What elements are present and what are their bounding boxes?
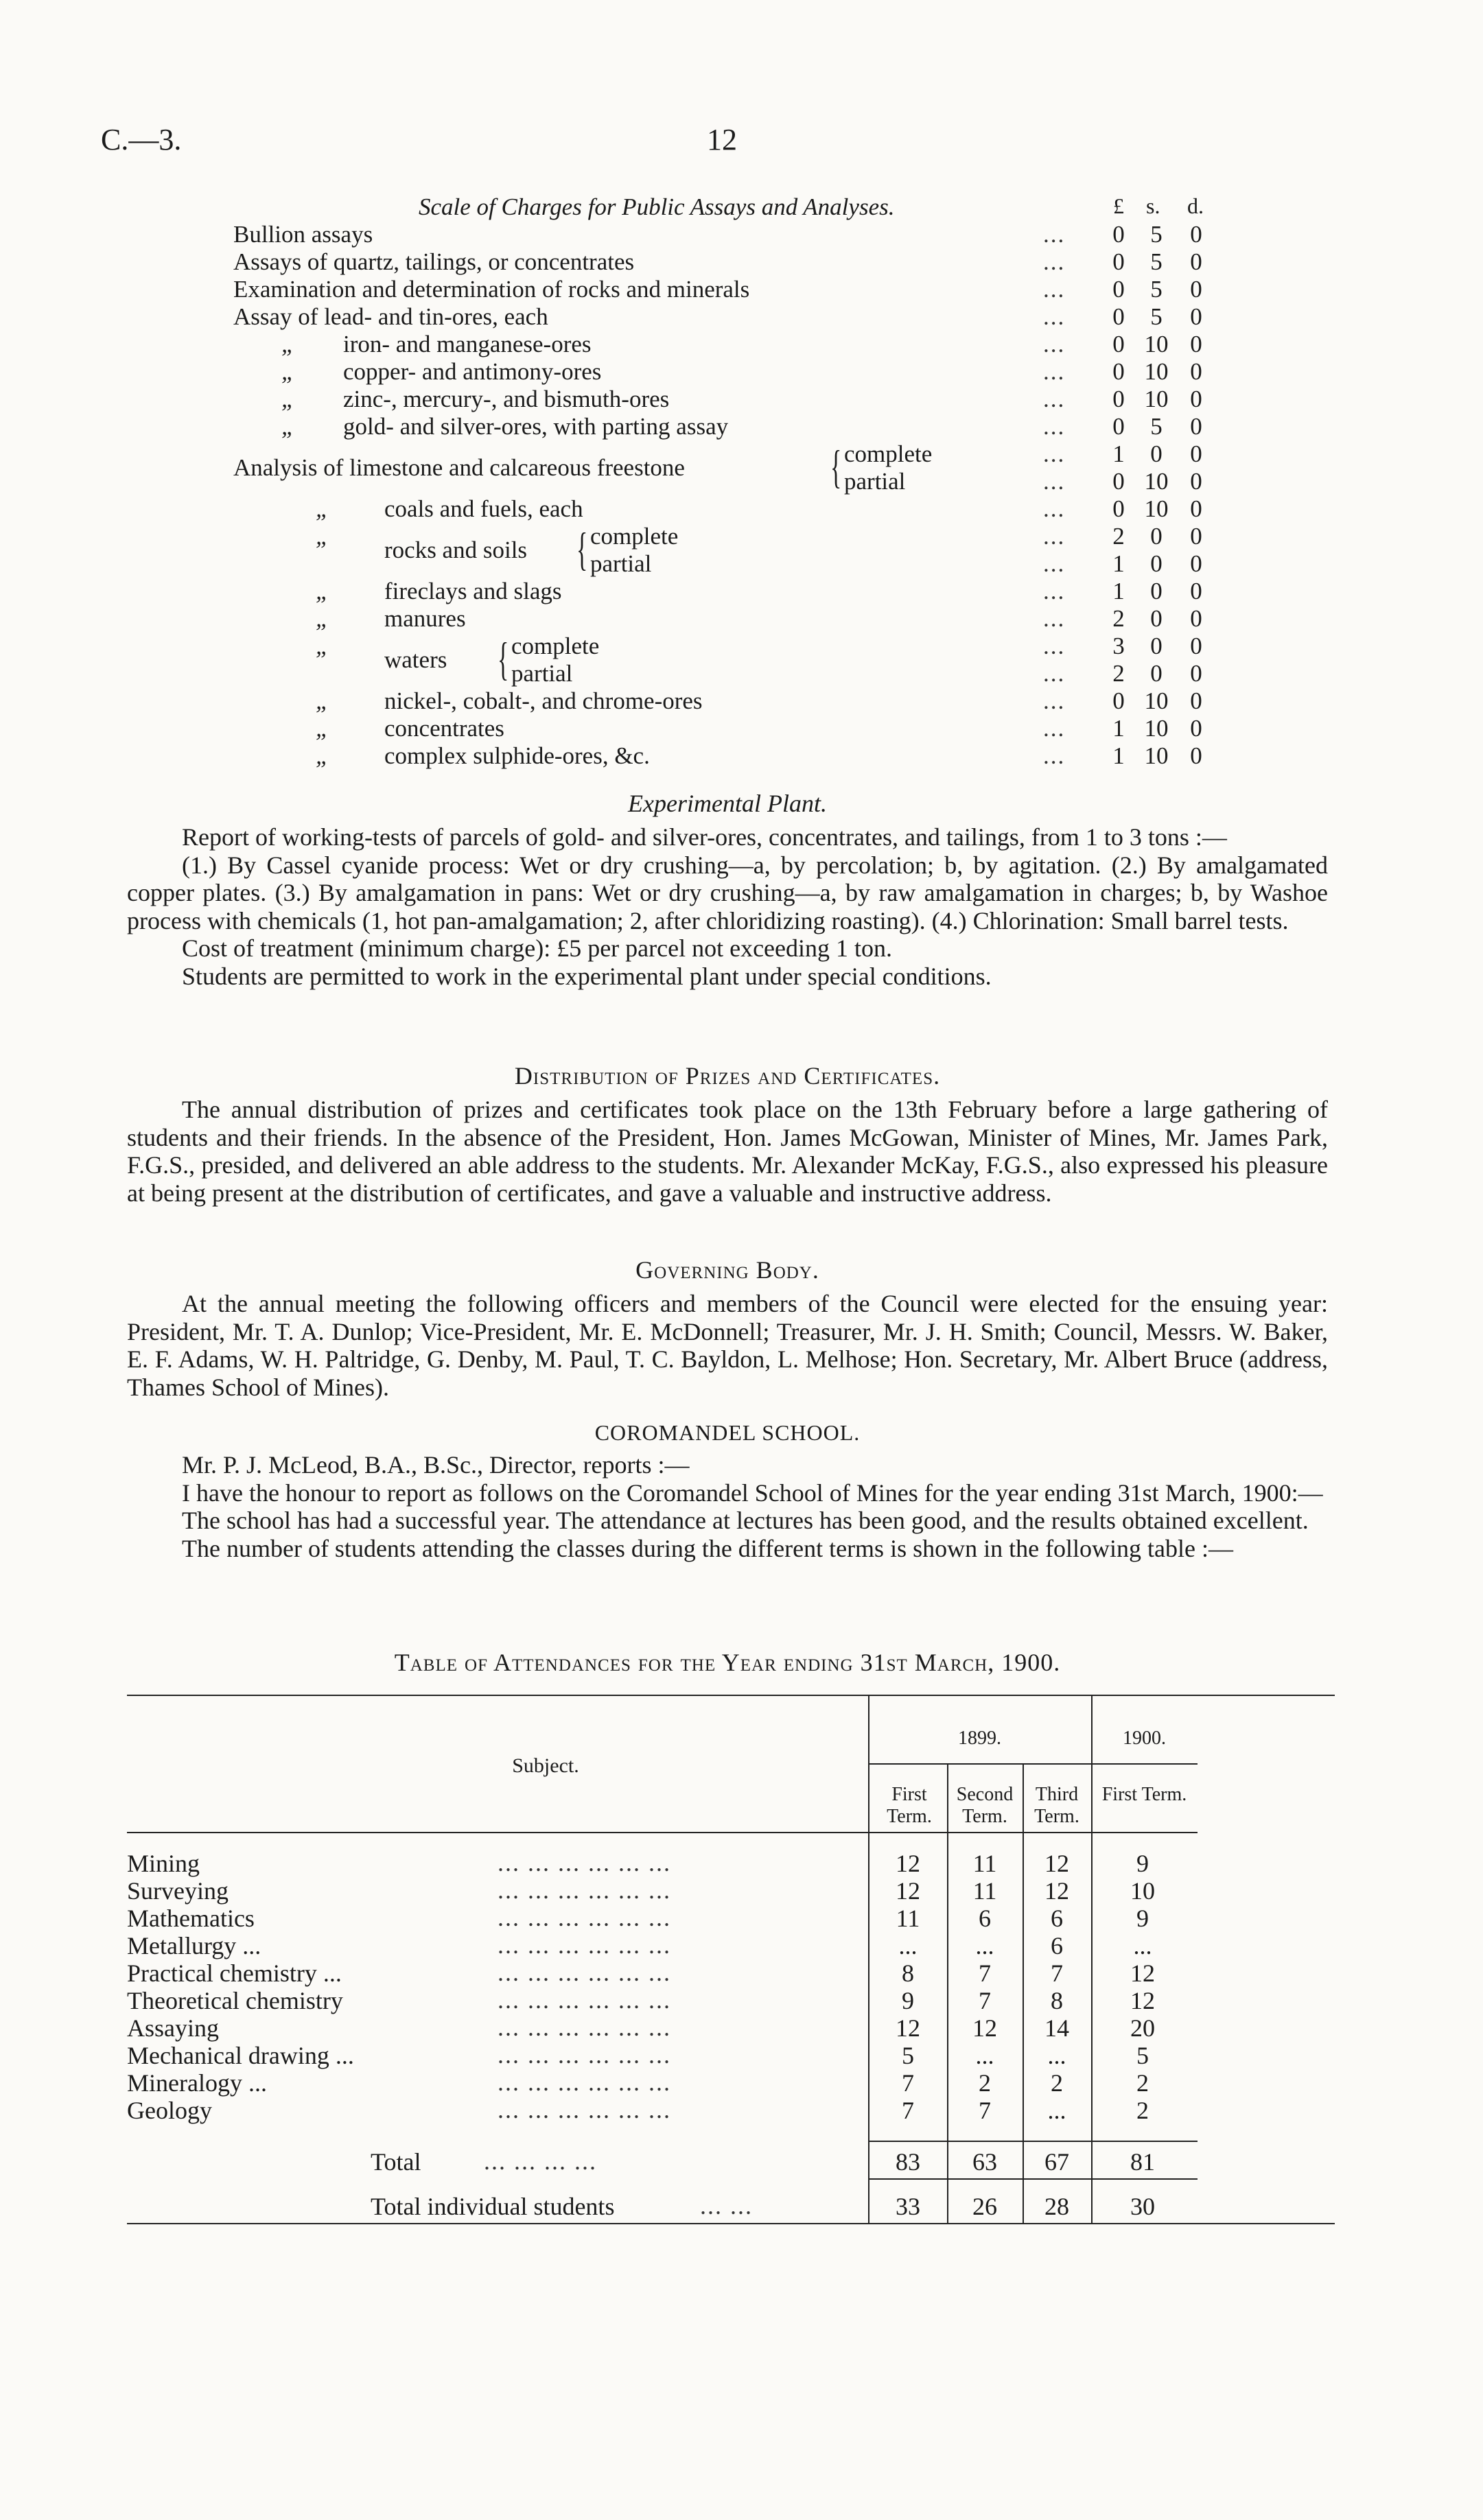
attendance-cell: 11: [972, 1850, 997, 1877]
charge-amount: 0: [1190, 550, 1202, 577]
charge-row: [233, 413, 1228, 440]
total-cell: 81: [1130, 2148, 1155, 2176]
charge-row: [233, 468, 1228, 495]
attendance-cell: 12: [1130, 1959, 1155, 1987]
term-header: First Term.: [887, 1784, 932, 1827]
charge-row: [233, 386, 1228, 413]
subject-name: Surveying: [127, 1877, 229, 1905]
charge-label: coals and fuels, each: [384, 495, 583, 522]
ditto-mark: „: [316, 578, 329, 604]
charge-label: Analysis of limestone and calcareous freestone: [233, 454, 685, 481]
ditto-mark: „: [316, 715, 329, 742]
shillings-header: s.: [1146, 193, 1160, 218]
charge-amount: 0: [1190, 358, 1202, 385]
subject-name: Mineralogy ...: [127, 2069, 267, 2097]
charge-amount: 0: [1112, 276, 1125, 303]
term-header: Third Term.: [1034, 1784, 1079, 1827]
attendance-cell: 12: [1130, 1987, 1155, 2014]
charge-label: Bullion assays: [233, 221, 373, 248]
charge-amount: 2: [1112, 523, 1125, 550]
total-cell: 67: [1044, 2148, 1069, 2176]
attendance-cell: 12: [1044, 1877, 1069, 1905]
leader-dots: ...: [1043, 413, 1066, 440]
attendance-cell: 7: [902, 2097, 914, 2124]
charge-amount: 0: [1190, 468, 1202, 495]
individual-cell: 26: [972, 2193, 997, 2220]
total-cell: 83: [896, 2148, 920, 2176]
charge-amount: 2: [1112, 660, 1125, 687]
experimental-paragraph: (1.) By Cassel cyanide process: Wet or dry crushing—a, by percolation; b, by agitation. (2.) By amalgamated copper plates. (3.) By amalgamation in pans: Wet or dry crushing—a, by raw amalgamation in charges; b, by Washoe process with chemicals (1, hot pan-amalgamation; 2, after chloridizing roasting). (4.) Chlorination: Small barrel tests.: [127, 851, 1328, 934]
charge-sublabel: partial: [511, 660, 573, 687]
charge-row: [233, 550, 1228, 578]
charge-amount: 0: [1112, 468, 1125, 495]
subject-name: Practical chemistry ...: [127, 1959, 342, 1987]
ditto-mark: „: [281, 331, 295, 357]
charge-amount: 0: [1190, 331, 1202, 357]
total-rule: [868, 2141, 1198, 2142]
ditto-mark: „: [281, 358, 295, 385]
charge-sublabel: partial: [844, 468, 906, 495]
attendance-cell: 9: [902, 1987, 914, 2014]
attendance-cell: 7: [979, 2097, 991, 2124]
leader-dots: ...: [1043, 605, 1066, 632]
charge-amount: 0: [1150, 633, 1163, 659]
charge-amount: 0: [1190, 715, 1202, 742]
leader-dots: ... ... ... ... ... ...: [498, 1986, 671, 2014]
leader-dots: ...: [1043, 578, 1066, 604]
subject-name: Mechanical drawing ...: [127, 2042, 354, 2069]
attendance-cell: 11: [896, 1905, 920, 1932]
charge-amount: 0: [1112, 358, 1125, 385]
attendance-cell: 12: [972, 2014, 997, 2042]
header-bottom-rule: [127, 1832, 1198, 1833]
ditto-mark: „: [316, 523, 329, 550]
attendance-cell: 12: [1044, 1850, 1069, 1877]
charge-amount: 0: [1112, 303, 1125, 330]
leader-dots: ...: [1043, 550, 1066, 577]
leader-dots: ... ... ... ... ... ...: [498, 1849, 671, 1876]
charge-label: Assay of lead- and tin-ores, each: [233, 303, 548, 330]
charge-amount: 10: [1144, 468, 1169, 495]
attendance-cell: 12: [896, 1877, 920, 1905]
charge-amount: 10: [1144, 386, 1169, 412]
charge-amount: 0: [1190, 440, 1202, 467]
attendance-cell: 8: [902, 1959, 914, 1987]
coromandel-text: [127, 1451, 1328, 1562]
attendance-cell: 12: [896, 2014, 920, 2042]
attendance-cell: ...: [1047, 2097, 1066, 2124]
attendance-cell: 14: [1044, 2014, 1069, 2042]
attendance-cell: 2: [1136, 2069, 1149, 2097]
leader-dots: ...: [1043, 386, 1066, 412]
charge-amount: 0: [1190, 578, 1202, 604]
attendance-cell: 10: [1130, 1877, 1155, 1905]
attendance-cell: ...: [975, 2042, 994, 2069]
term-header: First Term.: [1101, 1784, 1187, 1805]
attendance-cell: 5: [1136, 2042, 1149, 2069]
total-label: Total: [371, 2148, 421, 2176]
subject-header: Subject.: [512, 1754, 579, 1777]
year-rule: [868, 1763, 1198, 1765]
attendance-cell: ...: [1133, 1932, 1152, 1959]
charge-amount: 0: [1150, 605, 1163, 632]
leader-dots: ... ... ... ... ... ...: [498, 2096, 671, 2123]
charge-label: copper- and antimony-ores: [343, 358, 602, 385]
charge-amount: 1: [1112, 578, 1125, 604]
charge-amount: 10: [1144, 495, 1169, 522]
year-1899-header: 1899.: [958, 1728, 1001, 1749]
charge-row: [233, 248, 1228, 276]
charge-amount: 0: [1190, 495, 1202, 522]
charge-row: [233, 331, 1228, 358]
charge-amount: 0: [1150, 523, 1163, 550]
leader-dots: ... ... ... ... ... ...: [498, 1959, 671, 1986]
charge-label: waters: [384, 646, 447, 673]
ditto-mark: „: [316, 605, 329, 632]
charge-label: iron- and manganese-ores: [343, 331, 592, 357]
charge-row: [233, 276, 1228, 303]
attendance-table-title: Table of Attendances for the Year ending 31st March, 1900.: [394, 1649, 1061, 1676]
charge-amount: 0: [1112, 495, 1125, 522]
attendance-cell: 2: [979, 2069, 991, 2097]
individual-cell: 30: [1130, 2193, 1155, 2220]
attendance-cell: ...: [898, 1932, 918, 1959]
brace-icon: {: [498, 633, 509, 685]
subject-name: Mining: [127, 1850, 200, 1877]
attendance-cell: ...: [1047, 2042, 1066, 2069]
leader-dots: ... ... ... ... ... ...: [498, 1904, 671, 1931]
page-number: 12: [707, 123, 737, 156]
charge-amount: 0: [1150, 550, 1163, 577]
charge-amount: 0: [1150, 660, 1163, 687]
ditto-mark: „: [316, 495, 329, 522]
charge-row: [233, 221, 1228, 248]
leader-dots: ...: [1043, 468, 1066, 495]
brace-icon: {: [830, 440, 842, 493]
leader-dots: ... ... ... ... ... ...: [498, 1876, 671, 1904]
total-cell: 63: [972, 2148, 997, 2176]
leader-dots: ...: [1043, 523, 1066, 550]
attendance-cell: ...: [975, 1932, 994, 1959]
leader-dots: ... ... ... ... ... ...: [498, 2014, 671, 2041]
leader-dots: ...: [1043, 331, 1066, 357]
charge-amount: 0: [1190, 523, 1202, 550]
charge-amount: 1: [1112, 550, 1125, 577]
brace-icon: {: [576, 523, 588, 575]
charge-amount: 0: [1190, 660, 1202, 687]
charge-row: [233, 715, 1228, 742]
charge-amount: 5: [1150, 221, 1163, 248]
ditto-mark: „: [281, 386, 295, 412]
ditto-mark: „: [316, 633, 329, 659]
leader-dots: ...: [1043, 495, 1066, 522]
charge-label: Assays of quartz, tailings, or concentrates: [233, 248, 635, 275]
subject-name: Mathematics: [127, 1905, 255, 1932]
column-rule: [1091, 1832, 1093, 2223]
leader-dots: ...: [1043, 303, 1066, 330]
charge-amount: 0: [1190, 413, 1202, 440]
charge-amount: 5: [1150, 248, 1163, 275]
leader-dots: ...: [1043, 221, 1066, 248]
prizes-heading: Distribution of Prizes and Certificates.: [514, 1062, 941, 1090]
charge-sublabel: complete: [844, 440, 933, 467]
charge-amount: 0: [1190, 276, 1202, 303]
attendance-cell: 7: [902, 2069, 914, 2097]
charge-amount: 1: [1112, 742, 1125, 769]
charges-title: Scale of Charges for Public Assays and Analyses.: [419, 193, 895, 220]
charge-amount: 0: [1112, 386, 1125, 412]
charge-amount: 3: [1112, 633, 1125, 659]
leader-dots: ...: [1043, 440, 1066, 467]
attendance-cell: 12: [896, 1850, 920, 1877]
charge-amount: 0: [1190, 221, 1202, 248]
year-1900-header: 1900.: [1123, 1728, 1166, 1749]
attendance-cell: 7: [1051, 1959, 1063, 1987]
attendance-cell: 5: [902, 2042, 914, 2069]
leader-dots: ... ... ... ... ... ...: [498, 2069, 671, 2096]
charge-amount: 0: [1112, 413, 1125, 440]
charge-sublabel: complete: [511, 633, 600, 659]
pence-header: d.: [1187, 193, 1204, 218]
charge-amount: 0: [1190, 386, 1202, 412]
attendance-cell: 11: [972, 1877, 997, 1905]
charge-row: [233, 605, 1228, 633]
charge-amount: 10: [1144, 331, 1169, 357]
charge-amount: 10: [1144, 715, 1169, 742]
leader-dots: ...: [1043, 742, 1066, 769]
pounds-header: £: [1113, 193, 1124, 218]
charge-label: manures: [384, 605, 466, 632]
experimental-text: [127, 823, 1328, 990]
experimental-paragraph: Cost of treatment (minimum charge): £5 per parcel not exceeding 1 ton.: [182, 934, 893, 962]
charge-sublabel: partial: [590, 550, 652, 577]
attendance-cell: 6: [979, 1905, 991, 1932]
attendance-cell: 20: [1130, 2014, 1155, 2042]
governing-paragraph: At the annual meeting the following officers and members of the Council were elected for the ensuing year: President, Mr. T. A. Dunlop; Vice-President, Mr. E. McDonnell; Treasurer, Mr. J. H. Smith; Council, Messrs. W. Baker, E. F. Adams, W. H. Paltridge, G. Denby, M. Paul, T. C. Bayldon, L. Melhose; Hon. Secretary, Mr. Albert Bruce (address, Thames School of Mines).: [127, 1290, 1328, 1401]
leader-dots: ...: [1043, 633, 1066, 659]
column-rule: [868, 1832, 869, 2223]
charge-row: [233, 495, 1228, 523]
leader-dots: ... ... ... ...: [484, 2147, 597, 2175]
charge-amount: 10: [1144, 358, 1169, 385]
charge-label: concentrates: [384, 715, 504, 742]
charge-label: fireclays and slags: [384, 578, 562, 604]
charge-amount: 1: [1112, 715, 1125, 742]
experimental-paragraph: Report of working-tests of parcels of gold- and silver-ores, concentrates, and tailings, from 1 to 3 tons :—: [182, 823, 1227, 851]
charge-amount: 0: [1150, 440, 1163, 467]
individual-label: Total individual students: [371, 2193, 615, 2220]
leader-dots: ...: [1043, 276, 1066, 303]
term-header: Second Term.: [956, 1784, 1014, 1827]
attendance-cell: 6: [1051, 1932, 1063, 1959]
table-top-rule: [127, 1695, 1335, 1696]
attendance-cell: 8: [1051, 1987, 1063, 2014]
charge-amount: 0: [1190, 605, 1202, 632]
charge-amount: 0: [1190, 687, 1202, 714]
governing-heading: Governing Body.: [635, 1256, 819, 1284]
attendance-cell: 2: [1051, 2069, 1063, 2097]
charge-label: nickel-, cobalt-, and chrome-ores: [384, 687, 703, 714]
experimental-paragraph: Students are permitted to work in the experimental plant under special conditions.: [182, 962, 992, 990]
individual-cell: 28: [1044, 2193, 1069, 2220]
charge-amount: 2: [1112, 605, 1125, 632]
attendance-cell: 6: [1051, 1905, 1063, 1932]
charge-row: [233, 687, 1228, 715]
charge-amount: 0: [1190, 248, 1202, 275]
table-bottom-rule: [127, 2223, 1335, 2224]
leader-dots: ... ... ... ... ... ...: [498, 1931, 671, 1959]
leader-dots: ...: [1043, 660, 1066, 687]
charge-row: [233, 660, 1228, 687]
charge-amount: 0: [1190, 633, 1202, 659]
coromandel-paragraph: The school has had a successful year. The attendance at lectures has been good, and the results obtained excellent.: [182, 1507, 1309, 1534]
charge-row: [233, 303, 1228, 331]
leader-dots: ... ...: [700, 2192, 753, 2219]
charge-amount: 0: [1150, 578, 1163, 604]
ditto-mark: „: [316, 687, 329, 714]
attendance-cell: 7: [979, 1987, 991, 2014]
leader-dots: ...: [1043, 715, 1066, 742]
coromandel-paragraph: The number of students attending the classes during the different terms is shown in the following table :—: [182, 1534, 1234, 1562]
total-rule: [868, 2178, 1198, 2180]
subject-name: Metallurgy ...: [127, 1932, 261, 1959]
attendance-cell: 2: [1136, 2097, 1149, 2124]
charge-amount: 0: [1112, 248, 1125, 275]
charge-label: gold- and silver-ores, with parting assay: [343, 413, 729, 440]
charge-amount: 0: [1112, 331, 1125, 357]
subject-name: Geology: [127, 2097, 212, 2124]
leader-dots: ...: [1043, 687, 1066, 714]
coromandel-paragraph: Mr. P. J. McLeod, B.A., B.Sc., Director, reports :—: [182, 1451, 690, 1479]
subject-name: Theoretical chemistry: [127, 1987, 343, 2014]
charge-row: [233, 358, 1228, 386]
charge-amount: 0: [1190, 742, 1202, 769]
coromandel-heading: COROMANDEL SCHOOL.: [594, 1420, 861, 1445]
charge-amount: 0: [1112, 687, 1125, 714]
ditto-mark: „: [316, 742, 329, 769]
charge-amount: 5: [1150, 303, 1163, 330]
ditto-mark: „: [281, 413, 295, 440]
individual-cell: 33: [896, 2193, 920, 2220]
attendance-cell: 9: [1136, 1905, 1149, 1932]
experimental-heading: Experimental Plant.: [628, 790, 827, 817]
leader-dots: ...: [1043, 358, 1066, 385]
prizes-text: [127, 1096, 1328, 1207]
leader-dots: ...: [1043, 248, 1066, 275]
charge-label: rocks and soils: [384, 537, 528, 563]
prizes-paragraph: The annual distribution of prizes and certificates took place on the 13th February before a large gathering of students and their friends. In the absence of the President, Hon. James McGowan, Minister of Mines, Mr. James Park, F.G.S., presided, and delivered an able address to the students. Mr. Alexander McKay, F.G.S., also expressed his pleasure at being present at the distribution of certificates, and gave a valuable and instructive address.: [127, 1096, 1328, 1207]
charge-sublabel: complete: [590, 523, 679, 550]
charge-label: Examination and determination of rocks and minerals: [233, 276, 750, 303]
governing-text: [127, 1290, 1328, 1401]
leader-dots: ... ... ... ... ... ...: [498, 2041, 671, 2069]
charge-amount: 1: [1112, 440, 1125, 467]
charge-label: complex sulphide-ores, &c.: [384, 742, 650, 769]
charge-amount: 5: [1150, 413, 1163, 440]
charge-row: [233, 742, 1228, 770]
attendance-cell: 9: [1136, 1850, 1149, 1877]
report-reference: C.—3.: [101, 123, 182, 156]
charge-amount: 0: [1112, 221, 1125, 248]
charge-amount: 0: [1190, 303, 1202, 330]
charge-amount: 5: [1150, 276, 1163, 303]
charge-amount: 10: [1144, 687, 1169, 714]
attendance-cell: 7: [979, 1959, 991, 1987]
charge-label: zinc-, mercury-, and bismuth-ores: [343, 386, 670, 412]
column-rule: [947, 1832, 948, 2223]
charge-row: [233, 578, 1228, 605]
coromandel-paragraph: I have the honour to report as follows on the Coromandel School of Mines for the year ending 31st March, 1900:—: [182, 1479, 1323, 1507]
subject-name: Assaying: [127, 2014, 219, 2042]
charge-amount: 10: [1144, 742, 1169, 769]
